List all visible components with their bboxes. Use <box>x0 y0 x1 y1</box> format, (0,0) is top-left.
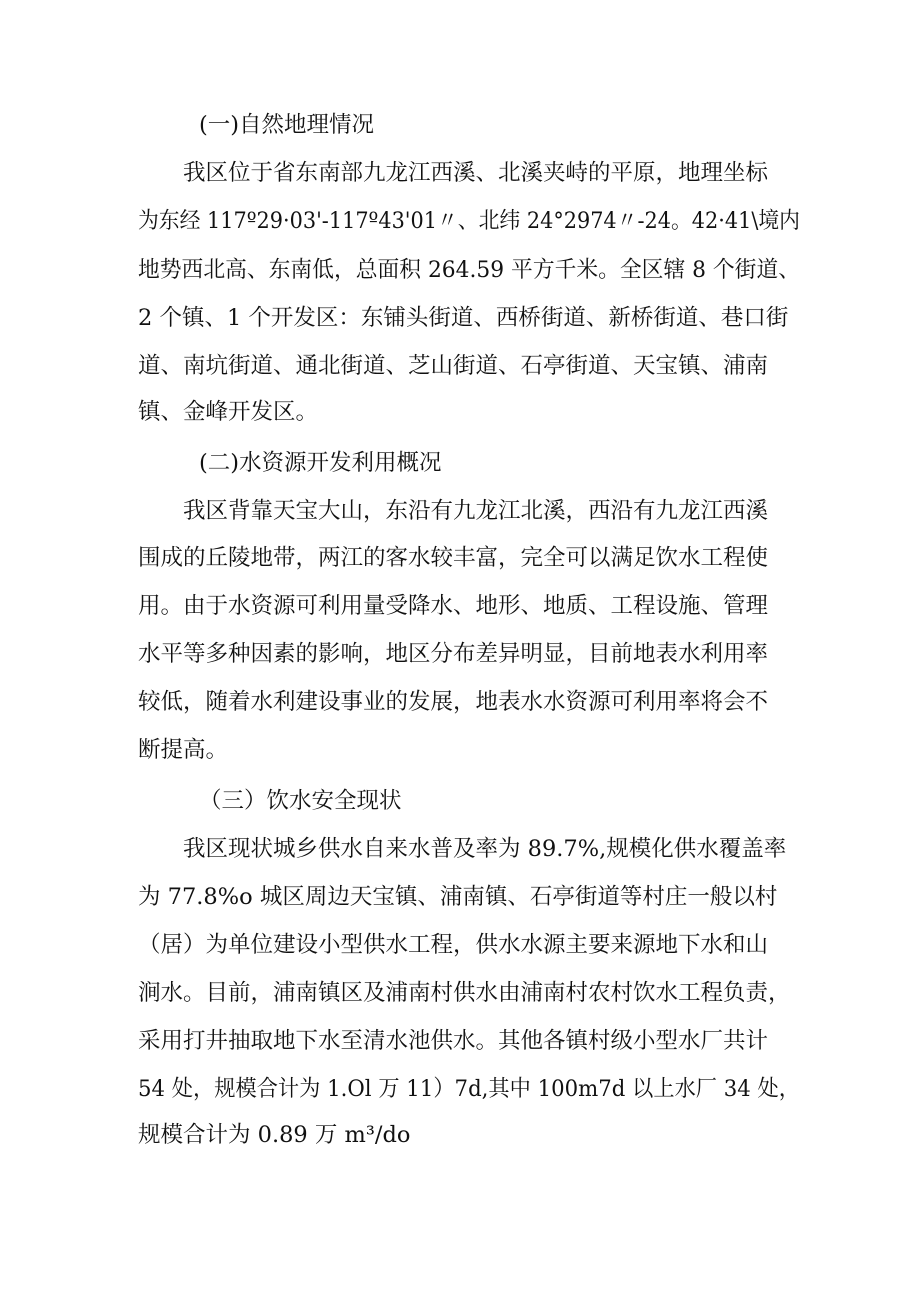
paragraph-line: （居）为单位建设小型供水工程，供水水源主要来源地下水和山 <box>138 932 769 958</box>
paragraph-line: 2 个镇、1 个开发区：东铺头街道、西桥街道、新桥街道、巷口街 <box>138 305 789 331</box>
section-heading-natural-geography: (一)自然地理情况 <box>199 112 375 138</box>
paragraph-line: 涧水。目前，浦南镇区及浦南村供水由浦南村农村饮水工程负责， <box>138 980 791 1006</box>
paragraph-line: 断提高。 <box>138 737 229 763</box>
paragraph-line: 为东经 117º29·03'-117º43'01〃、北纬 24°2974〃-24。42·41\境内 <box>138 208 800 234</box>
paragraph-line: 为 77.8%o 城区周边天宝镇、浦南镇、石亭街道等村庄一般以村 <box>138 884 778 910</box>
paragraph-line: 我区现状城乡供水自来水普及率为 89.7%,规模化供水覆盖率 <box>183 836 787 862</box>
paragraph-line: 54 处，规模合计为 1.Ol 万 11）7d,其中 100m7d 以上水厂 34 处， <box>138 1076 801 1102</box>
paragraph-line: 采用打井抽取地下水至清水池供水。其他各镇村级小型水厂共计 <box>138 1028 769 1054</box>
paragraph-line: 镇、金峰开发区。 <box>138 399 319 425</box>
paragraph-line: 围成的丘陵地带，两江的客水较丰富，完全可以满足饮水工程使 <box>138 545 769 571</box>
paragraph-line: 道、南坑街道、通北街道、芝山街道、石亭街道、天宝镇、浦南 <box>138 353 769 379</box>
section-heading-drinking-water-safety: （三）饮水安全现状 <box>199 788 402 814</box>
section-heading-water-resources: (二)水资源开发利用概况 <box>199 450 442 476</box>
paragraph-line: 我区位于省东南部九龙江西溪、北溪夹峙的平原，地理坐标 <box>183 160 769 186</box>
paragraph-line: 规模合计为 0.89 万 m³/do <box>138 1122 411 1148</box>
paragraph-line: 我区背靠天宝大山，东沿有九龙江北溪，西沿有九龙江西溪 <box>183 498 769 524</box>
paragraph-line: 用。由于水资源可利用量受降水、地形、地质、工程设施、管理 <box>138 593 769 619</box>
paragraph-line: 地势西北高、东南低，总面积 264.59 平方千米。全区辖 8 个街道、 <box>138 257 800 283</box>
paragraph-line: 水平等多种因素的影响，地区分布差异明显，目前地表水利用率 <box>138 641 769 667</box>
paragraph-line: 较低，随着水利建设事业的发展，地表水水资源可利用率将会不 <box>138 689 769 715</box>
